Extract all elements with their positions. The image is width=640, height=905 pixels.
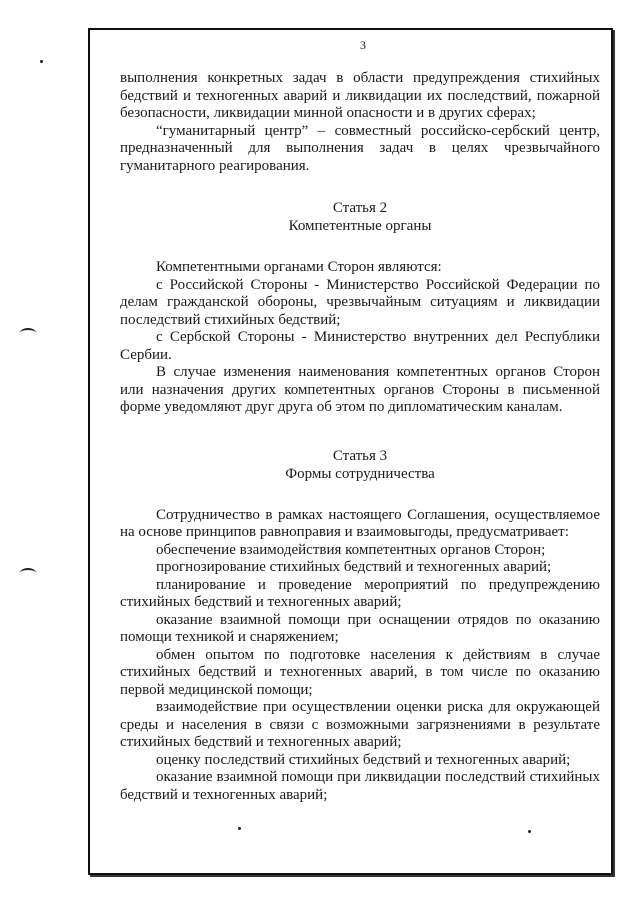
list-item: прогнозирование стихийных бедствий и техногенных аварий; [156, 559, 552, 575]
article-2-title: Компетентные органы [288, 218, 432, 234]
paragraph: Компетентными органами Сторон являются: [156, 259, 442, 275]
list-item: взаимодействие при осуществлении оценки риска для окружающей среды и населения в связи с возможными загрязнениями в результате стихийных бедствий и техногенных аварий; [120, 699, 600, 750]
article-2-number: Статья 2 [332, 200, 388, 216]
list-item: планирование и проведение мероприятий по предупреждению стихийных бедствий и техногенных аварий; [120, 576, 600, 610]
scan-speck [40, 60, 43, 63]
list-item: обмен опытом по подготовке населения к действиям в случае стихийных бедствий и техногенных аварий, в том числе по оказанию первой медицинской помощи; [120, 646, 600, 698]
paragraph: Сотрудничество в рамках настоящего Соглашения, осуществляемое на основе принципов равноправия и взаимовыгоды, предусматривает: [120, 506, 600, 540]
list-item: оценку последствий стихийных бедствий и техногенных аварий; [156, 751, 571, 768]
paragraph: с Сербской Стороны - Министерство внутренних дел Республики Сербии. [120, 329, 600, 363]
paragraph: выполнения конкретных задач в области предупреждения стихийных бедствий и техногенных аварий и ликвидации их последствий, пожарной безопасности, ликвидации минной опасности и в других сферах; [120, 70, 600, 121]
document-body [120, 70, 600, 804]
list-item: оказание взаимной помощи при оснащении отрядов по оказанию помощи техникой и снаряжением; [120, 611, 600, 645]
scan-speck [528, 830, 531, 833]
scan-speck [238, 827, 241, 830]
list-item: обеспечение взаимодействия компетентных органов Сторон; [156, 541, 546, 558]
article-3-number: Статья 3 [332, 447, 388, 464]
punch-hole-mark-lower [20, 568, 36, 578]
article-3-title: Формы сотрудничества [285, 465, 435, 482]
paragraph: В случае изменения наименования компетентных органов Сторон или назначения других компетентных органов Стороны в письменной форме уведомляют друг друга об этом по дипломатическим каналам. [120, 364, 600, 415]
paragraph: “гуманитарный центр” – совместный российско-сербский центр, предназначенный для выполнения задач в целях чрезвычайного гуманитарного реагирования. [120, 122, 600, 174]
list-item: оказание взаимной помощи при ликвидации последствий стихийных бедствий и техногенных аварий; [120, 769, 600, 803]
page-number: 3 [360, 38, 366, 52]
punch-hole-mark-upper [20, 328, 36, 338]
paragraph: с Российской Стороны - Министерство Российской Федерации по делам гражданской обороны, чрезвычайным ситуациям и ликвидации последствий стихийных бедствий; [120, 276, 600, 328]
